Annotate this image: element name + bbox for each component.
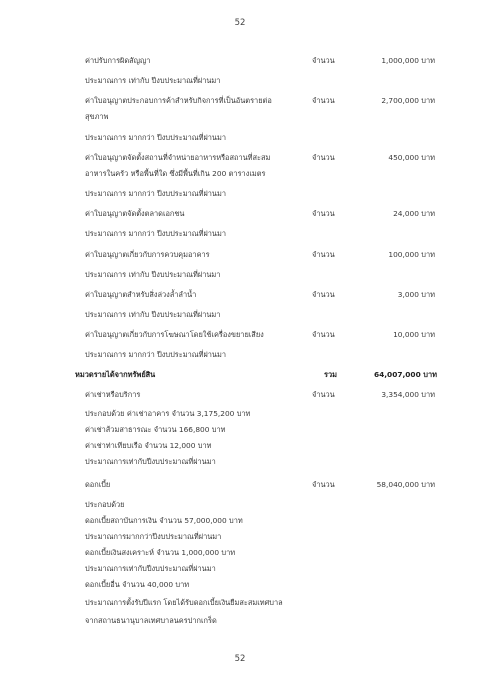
item-note: ประมาณการ มากกว่า ปีงบประมาณที่ผ่านมา: [85, 229, 226, 238]
item-unit: จำนวน: [312, 96, 335, 105]
interest-detail: ประมาณการเท่ากับปีงบประมาณที่ผ่านมา: [85, 564, 216, 573]
item-unit: จำนวน: [312, 153, 335, 162]
item-amount: 2,700,000 บาท: [381, 96, 435, 105]
section-total-amount: 64,007,000 บาท: [373, 370, 437, 379]
interest-detail: ดอกเบี้ยเงินสงเคราะห์ จำนวน 1,000,000 บาท: [85, 548, 236, 557]
page-number-top: 52: [234, 18, 246, 28]
item-label-continued: อาหารในครัว หรือพื้นที่ใด ซึ่งมีพื้นที่เกิน 200 ตารางเมตร: [85, 169, 266, 178]
rent-unit: จำนวน: [312, 390, 335, 399]
item-unit: จำนวน: [312, 209, 335, 218]
interest-detail: ประมาณการตั้งรับปีแรก โดยได้รับดอกเบี้ยเงินยืมสะสมเทศบาล: [85, 598, 283, 607]
item-amount: 450,000 บาท: [388, 153, 435, 162]
item-label: ค่าใบอนุญาตเกี่ยวกับการโฆษณาโดยใช้เครื่องขยายเสียง: [85, 330, 264, 339]
interest-unit: จำนวน: [312, 480, 335, 489]
item-note: ประมาณการ มากกว่า ปีงบประมาณที่ผ่านมา: [85, 350, 226, 359]
item-label-continued: สุขภาพ: [85, 112, 109, 121]
item-label: ค่าใบอนุญาตจัดตั้งตลาดเอกชน: [85, 209, 185, 218]
item-unit: จำนวน: [312, 56, 335, 65]
item-note: ประมาณการ เท่ากับ ปีงบประมาณที่ผ่านมา: [85, 76, 221, 85]
item-label: ค่าปรับการผิดสัญญา: [85, 56, 151, 65]
section-title: หมวดรายได้จากทรัพย์สิน: [75, 370, 156, 379]
item-unit: จำนวน: [312, 290, 335, 299]
interest-label: ดอกเบี้ย: [85, 480, 111, 489]
rent-detail: ประกอบด้วย ค่าเช่าอาคาร จำนวน 3,175,200 บาท: [85, 409, 251, 418]
interest-detail: จากสถานธนานุบาลเทศบาลนครปากเกร็ด: [85, 616, 217, 625]
item-label: ค่าใบอนุญาตสำหรับสิ่งล่วงล้ำลำน้ำ: [85, 290, 197, 299]
item-amount: 100,000 บาท: [388, 250, 435, 259]
item-note: ประมาณการ มากกว่า ปีงบประมาณที่ผ่านมา: [85, 133, 226, 142]
item-note: ประมาณการ มากกว่า ปีงบประมาณที่ผ่านมา: [85, 189, 226, 198]
interest-detail: ดอกเบี้ยอื่น จำนวน 40,000 บาท: [85, 580, 190, 589]
item-note: ประมาณการ เท่ากับ ปีงบประมาณที่ผ่านมา: [85, 270, 221, 279]
section-total-label: รวม: [324, 370, 337, 379]
interest-detail: ประกอบด้วย: [85, 500, 125, 509]
rent-detail: ค่าเช่าท่าเทียบเรือ จำนวน 12,000 บาท: [85, 441, 212, 450]
interest-detail: ประมาณการมากกว่าปีงบประมาณที่ผ่านมา: [85, 532, 222, 541]
item-amount: 1,000,000 บาท: [381, 56, 435, 65]
interest-amount: 58,040,000 บาท: [376, 480, 435, 489]
item-unit: จำนวน: [312, 250, 335, 259]
item-amount: 24,000 บาท: [393, 209, 435, 218]
item-label: ค่าใบอนุญาตจัดตั้งสถานที่จำหน่ายอาหารหรือสถานที่สะสม: [85, 153, 271, 162]
item-label: ค่าใบอนุญาตเกี่ยวกับการควบคุมอาคาร: [85, 250, 210, 259]
rent-label: ค่าเช่าหรือบริการ: [85, 390, 141, 399]
item-unit: จำนวน: [312, 330, 335, 339]
rent-amount: 3,354,000 บาท: [381, 390, 435, 399]
item-label: ค่าใบอนุญาตประกอบการค้าสำหรับกิจการที่เป็นอันตรายต่อ: [85, 96, 272, 105]
page-number-bottom: 52: [234, 654, 246, 664]
rent-detail: ค่าเช่าส้วมสาธารณะ จำนวน 166,800 บาท: [85, 425, 226, 434]
rent-detail: ประมาณการเท่ากับปีงบประมาณที่ผ่านมา: [85, 457, 216, 466]
item-amount: 3,000 บาท: [397, 290, 435, 299]
interest-detail: ดอกเบี้ยสถาบันการเงิน จำนวน 57,000,000 บาท: [85, 516, 243, 525]
item-note: ประมาณการ เท่ากับ ปีงบประมาณที่ผ่านมา: [85, 310, 221, 319]
item-amount: 10,000 บาท: [393, 330, 435, 339]
